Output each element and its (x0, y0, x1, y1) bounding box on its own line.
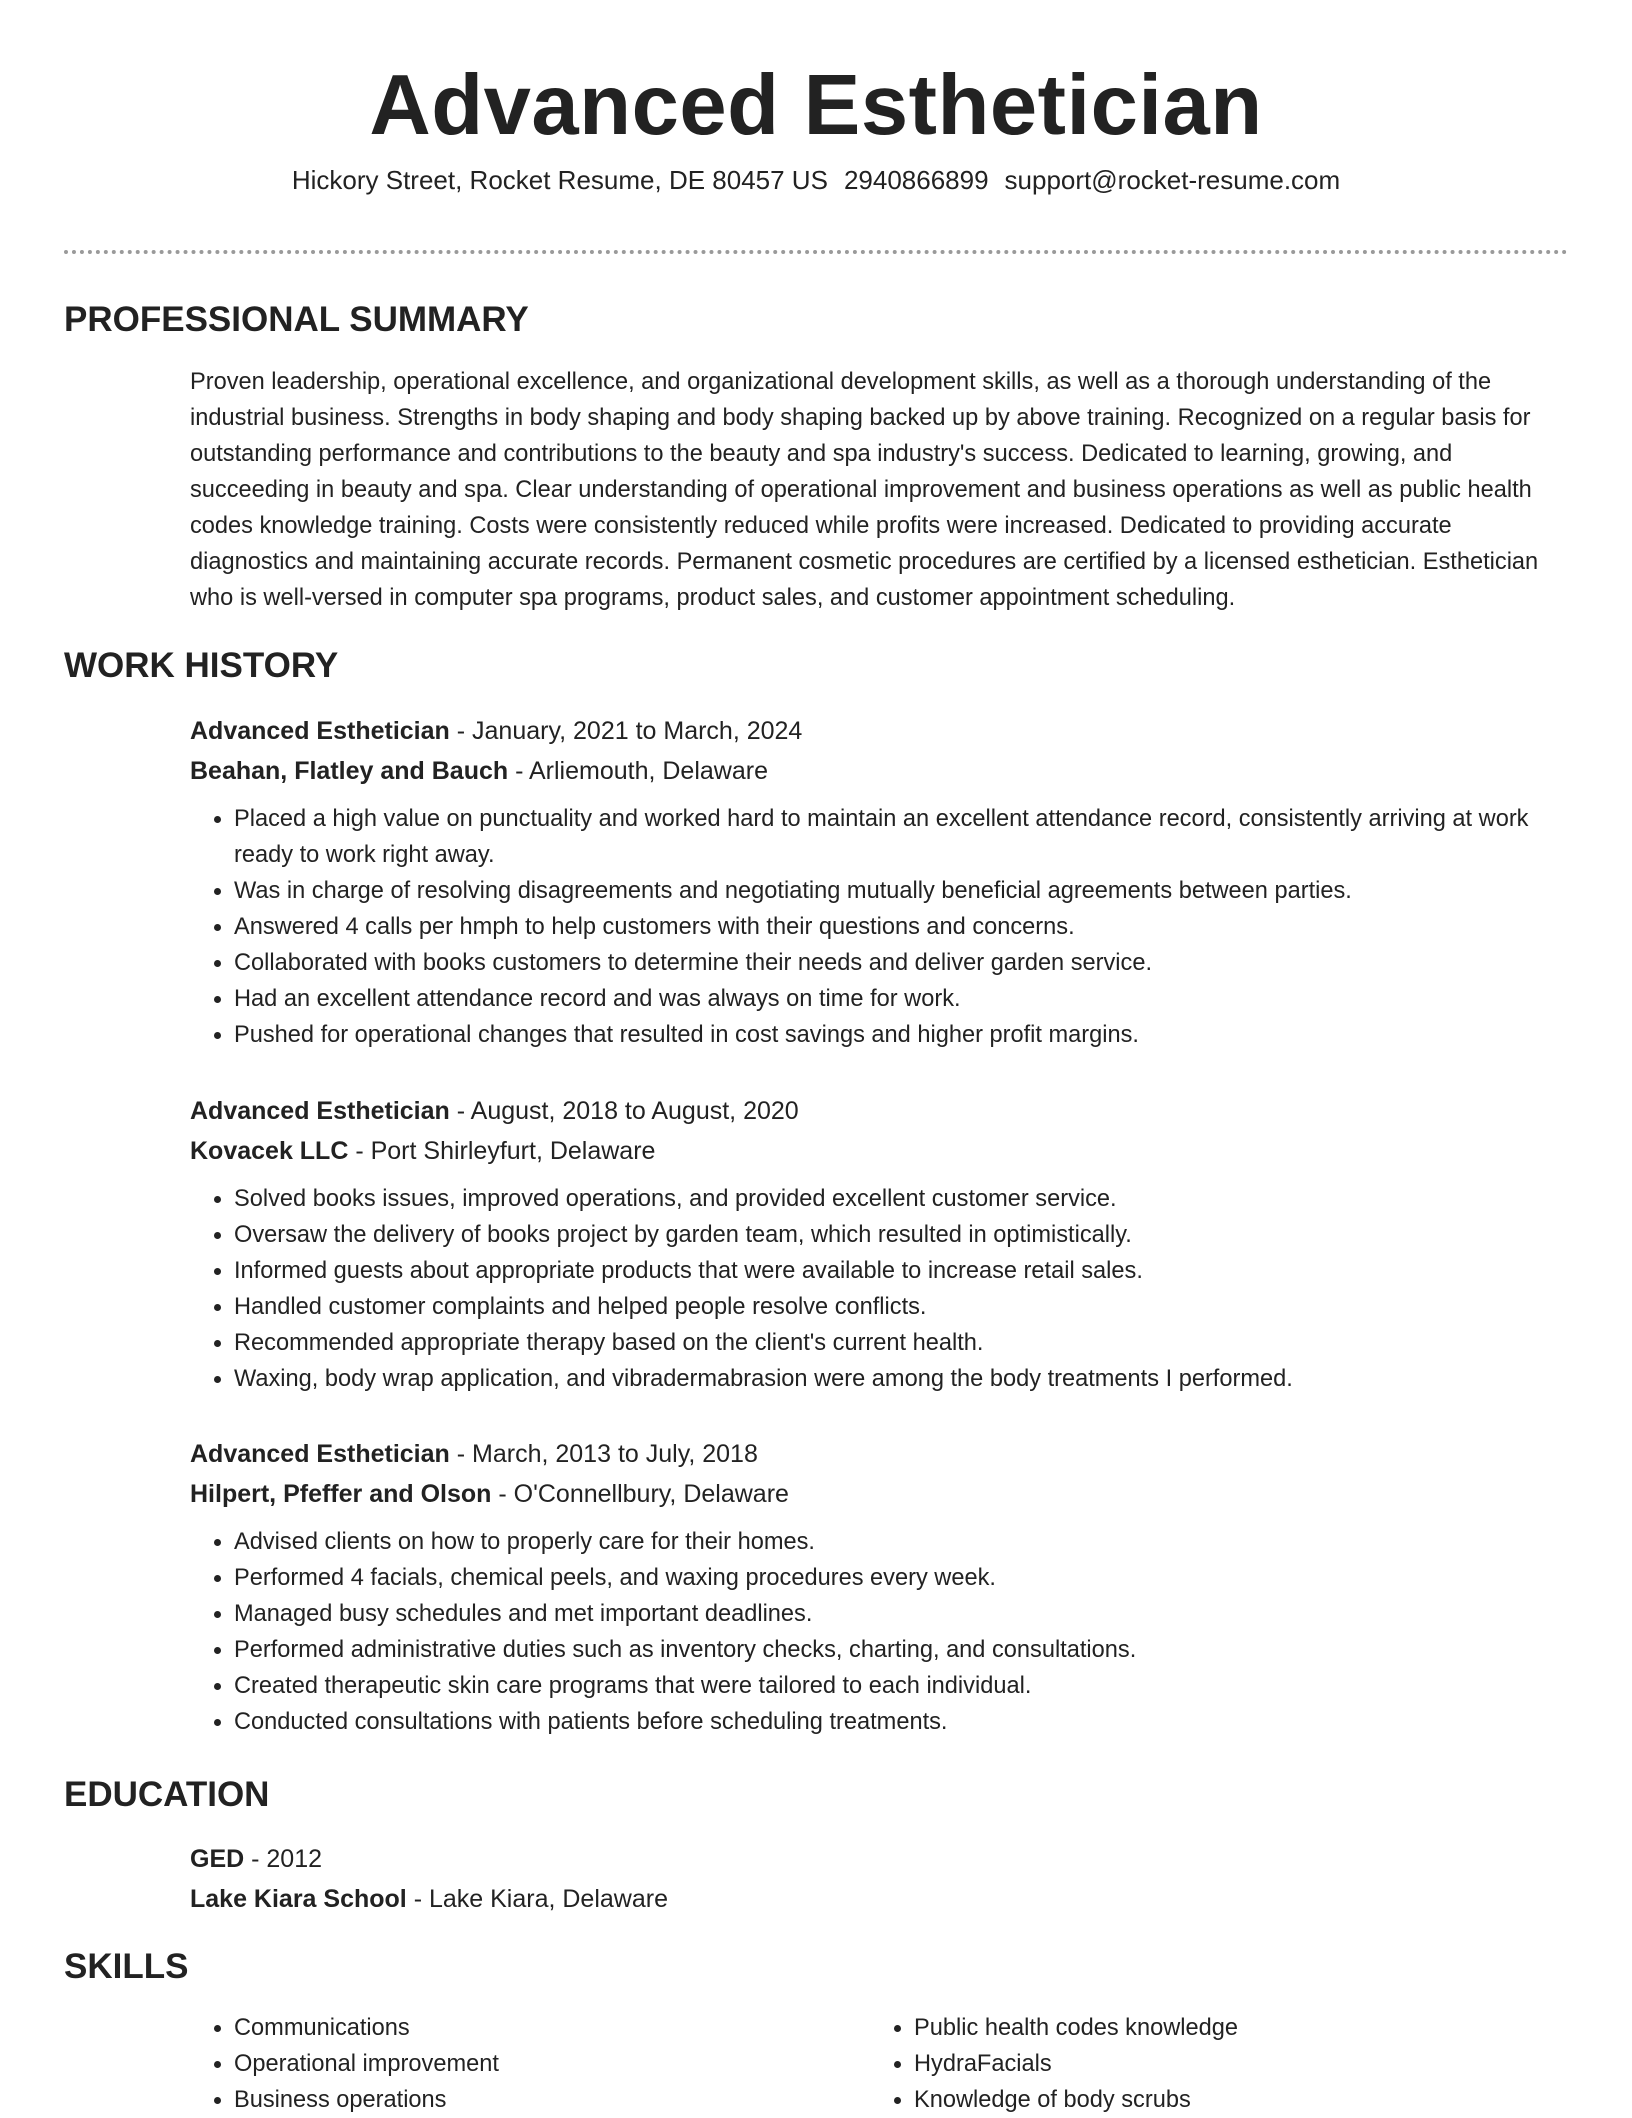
list-item: • Collaborated with books customers to determine their needs and deliver garden service. (234, 945, 1570, 981)
list-item: • Had an excellent attendance record and was always on time for work. (234, 981, 1570, 1017)
job-dates: - March, 2013 to July, 2018 (449, 1440, 758, 1468)
skill-item: • Business operations (234, 2082, 834, 2118)
job-title-line (190, 1434, 1570, 1474)
contact-line (64, 163, 1568, 197)
list-item: • Created therapeutic skin care programs that were tailored to each individual. (234, 1668, 1570, 1704)
job-title: Advanced Esthetician (190, 717, 450, 745)
job-title: Advanced Esthetician (190, 1097, 450, 1125)
job-entry (190, 1091, 1570, 1397)
job-dates: - August, 2018 to August, 2020 (449, 1097, 799, 1125)
resume-title: Advanced Esthetician (369, 58, 1263, 153)
job-company: Kovacek LLC (190, 1137, 349, 1165)
list-item: • Waxing, body wrap application, and vibradermabrasion were among the body treatments I performed. (234, 1361, 1570, 1397)
job-location: - Port Shirleyfurt, Delaware (348, 1137, 656, 1165)
skill-item: • Public health codes knowledge (914, 2010, 1514, 2046)
skill-item: • Knowledge of body scrubs (914, 2082, 1514, 2118)
list-item: • Conducted consultations with patients before scheduling treatments. (234, 1704, 1570, 1740)
contact-address: Hickory Street, Rocket Resume, DE 80457 US (291, 165, 828, 195)
contact-email: support@rocket-resume.com (1004, 165, 1341, 195)
job-title-line (190, 711, 1570, 751)
job-company-line (190, 751, 1570, 791)
job-entry (190, 1434, 1570, 1740)
education-school-line (190, 1879, 1570, 1919)
education-location: - Lake Kiara, Delaware (406, 1885, 668, 1913)
education-degree: GED (190, 1845, 245, 1873)
resume-page (64, 0, 1568, 2113)
education-school: Lake Kiara School (190, 1885, 407, 1913)
job-company: Hilpert, Pfeffer and Olson (190, 1480, 492, 1508)
skills-heading: SKILLS (64, 1947, 189, 1986)
education-year: - 2012 (244, 1845, 323, 1873)
skills-column-right (870, 2010, 1514, 2118)
job-company: Beahan, Flatley and Bauch (190, 757, 509, 785)
job-bullets (190, 1181, 1570, 1397)
list-item: • Oversaw the delivery of books project by garden team, which resulted in optimistically. (234, 1217, 1570, 1253)
list-item: • Recommended appropriate therapy based on the client's current health. (234, 1325, 1570, 1361)
list-item: • Performed 4 facials, chemical peels, and waxing procedures every week. (234, 1560, 1570, 1596)
job-title: Advanced Esthetician (190, 1440, 450, 1468)
skill-item: • HydraFacials (914, 2046, 1514, 2082)
education-heading: EDUCATION (64, 1775, 270, 1814)
list-item: • Was in charge of resolving disagreements and negotiating mutually beneficial agreements between parties. (234, 873, 1570, 909)
job-bullets (190, 801, 1570, 1053)
contact-phone: 2940866899 (843, 165, 989, 195)
job-dates: - January, 2021 to March, 2024 (449, 717, 803, 745)
job-title-line (190, 1091, 1570, 1131)
job-company-line (190, 1131, 1570, 1171)
summary-heading: PROFESSIONAL SUMMARY (64, 300, 529, 339)
job-company-line (190, 1474, 1570, 1514)
list-item: • Managed busy schedules and met important deadlines. (234, 1596, 1570, 1632)
list-item: • Informed guests about appropriate products that were available to increase retail sales. (234, 1253, 1570, 1289)
education-entry (190, 1839, 1570, 1919)
work-history-heading: WORK HISTORY (64, 646, 339, 685)
skill-item: • Communications (234, 2010, 834, 2046)
skill-item: • Operational improvement (234, 2046, 834, 2082)
job-bullets (190, 1524, 1570, 1740)
skills-column-left (190, 2010, 834, 2118)
summary-text: Proven leadership, operational excellence, and organizational development skills, as well as a thorough understanding of the industrial business. Strengths in body shaping and body shaping backed up by above training. Recognized on a regular basis for outstanding performance and contributions to the beauty and spa industry's success. Dedicated to learning, growing, and succeeding in beauty and spa. Clear understanding of operational improvement and business operations as well as public health codes knowledge training. Costs were consistently reduced while profits were increased. Dedicated to providing accurate diagnostics and maintaining accurate records. Permanent cosmetic procedures are certified by a licensed esthetician. Esthetician who is well-versed in computer spa programs, product sales, and customer appointment scheduling. (190, 369, 1539, 611)
list-item: • Answered 4 calls per hmph to help customers with their questions and concerns. (234, 909, 1570, 945)
job-entry (190, 711, 1570, 1053)
list-item: • Handled customer complaints and helped people resolve conflicts. (234, 1289, 1570, 1325)
list-item: • Solved books issues, improved operations, and provided excellent customer service. (234, 1181, 1570, 1217)
header-divider (64, 250, 1568, 254)
list-item: • Performed administrative duties such as inventory checks, charting, and consultations. (234, 1632, 1570, 1668)
job-location: - Arliemouth, Delaware (508, 757, 768, 785)
list-item: • Placed a high value on punctuality and worked hard to maintain an excellent attendance record, consistently arriving at work ready to work right away. (234, 801, 1570, 873)
list-item: • Pushed for operational changes that resulted in cost savings and higher profit margins. (234, 1017, 1570, 1053)
list-item: • Advised clients on how to properly care for their homes. (234, 1524, 1570, 1560)
job-location: - O'Connellbury, Delaware (491, 1480, 789, 1508)
education-degree-line (190, 1839, 1570, 1879)
